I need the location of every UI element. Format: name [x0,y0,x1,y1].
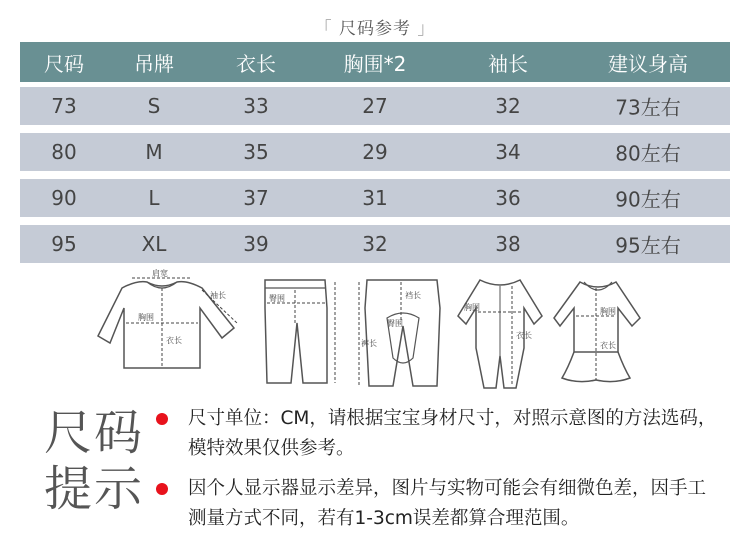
tips-heading-line1: 尺码 [44,405,145,461]
pants-hip-label: 臀围 [269,294,285,303]
top-sleeve-label: 袖长 [210,291,226,300]
pants-length-label: 裤长 [361,339,377,348]
cell-length: 37 [243,186,269,210]
top-shoulder-label: 肩宽 [152,269,168,278]
cell-height: 73左右 [615,95,681,120]
table-row [20,225,730,263]
table-header [20,42,730,82]
pants-diagram-2 [355,268,450,393]
cell-length: 33 [243,94,269,118]
title-bracket-left: 「 [314,19,333,39]
tip-text: 因个人显示器显示差异，图片与实物可能会有细微色差，因手工测量方式不同，若有1-3cm误差都算合理范围。 [188,478,707,529]
header-tag: 吊牌 [134,51,174,76]
cell-size: 80 [51,140,77,164]
cell-sleeve: 38 [495,232,521,256]
header-chest: 胸围*2 [343,51,407,76]
cell-tag: M [145,140,163,164]
cell-sleeve: 34 [495,140,521,164]
tips-heading-line2: 提示 [44,461,145,517]
cell-tag: L [148,186,160,210]
cell-height: 95左右 [615,233,681,258]
dress-length-label: 衣长 [600,341,616,350]
header-sleeve: 袖长 [488,51,528,76]
cell-tag: S [147,94,161,118]
header-length: 衣长 [236,51,276,76]
header-size: 尺码 [44,51,84,76]
cell-chest: 31 [362,186,388,210]
size-chart-title [0,14,750,39]
table-row [20,179,730,217]
top-diagram [92,268,242,393]
cell-height: 80左右 [615,141,681,166]
cell-length: 35 [243,140,269,164]
bullet-dot-icon [156,483,168,495]
size-tips-heading [44,405,144,517]
cell-height: 90左右 [615,187,681,212]
cell-size: 90 [51,186,77,210]
cell-sleeve: 32 [495,94,521,118]
cell-size: 95 [51,232,77,256]
dress-diagram [548,268,648,393]
table-row [20,87,730,125]
tip-item [160,404,720,464]
measurement-diagrams [0,268,750,393]
cell-tag: XL [141,232,167,256]
title-bracket-right: 」 [417,19,436,39]
table-row [20,133,730,171]
title-text: 尺码参考 [339,19,411,39]
top-length-label: 衣长 [166,336,182,345]
pants-inseam-label: 裆长 [405,291,421,300]
dress-chest-label: 胸围 [600,307,616,316]
romper-length-label: 衣长 [516,331,532,340]
romper-diagram [450,268,550,393]
romper-chest-label: 胸围 [464,303,480,312]
cell-chest: 29 [362,140,388,164]
pants2-hip-label: 臀围 [387,319,403,328]
tip-item [160,474,720,534]
top-chest-label: 胸围 [138,313,154,322]
cell-chest: 27 [362,94,388,118]
tip-text: 尺寸单位：CM，请根据宝宝身材尺寸，对照示意图的方法选码，模特效果仅供参考。 [188,408,717,459]
bullet-dot-icon [156,413,168,425]
cell-sleeve: 36 [495,186,521,210]
cell-chest: 32 [362,232,388,256]
pants-diagram [255,268,345,393]
cell-length: 39 [243,232,269,256]
cell-size: 73 [51,94,77,118]
header-height: 建议身高 [608,51,688,76]
